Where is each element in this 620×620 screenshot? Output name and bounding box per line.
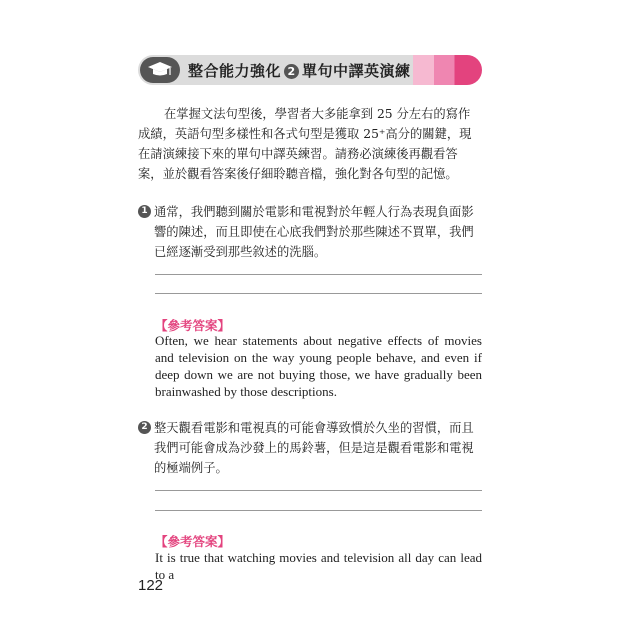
answer-text: It is true that watching movies and television all day can lead to a (155, 550, 482, 582)
title-part-2: 單句中譯英演練 (302, 62, 411, 80)
graduation-cap-icon (146, 61, 174, 79)
graduation-cap-badge (140, 57, 180, 83)
answer-label: 【參考答案】 (155, 534, 231, 549)
intro-paragraph: 在掌握文法句型後，學習者大多能拿到 25 分左右的寫作成績，英語句型多樣性和各式句型是獲取 25⁺高分的關鍵，現在請演練接下來的單句中譯英練習。請務必演練後再觀看答案，並於觀看答案後仔細聆聽音檔，強化對各句型的記憶。 (138, 107, 472, 181)
answer-line (155, 510, 482, 511)
section-title (188, 60, 411, 81)
answer-label: 【參考答案】 (155, 318, 231, 333)
section-header (138, 55, 482, 85)
page-number: 122 (138, 577, 164, 594)
section-number: 2 (284, 64, 299, 79)
question-2 (138, 418, 482, 478)
title-part-1: 整合能力強化 (188, 62, 282, 80)
answer-text: Often, we hear statements about negative effects of movies and television on the way young people behave, and even if deep down we are not buying those, we have gradually been brainwashed by those descriptions. (155, 333, 482, 399)
question-text: 通常，我們聽到關於電影和電視對於年輕人行為表現負面影響的陳述，而且即使在心底我們對於那些陳述不買單，我們已經逐漸受到那些敘述的洗腦。 (154, 205, 474, 259)
question-text: 整天觀看電影和電視真的可能會導致慣於久坐的習慣，而且我們可能會成為沙發上的馬鈴薯，但是這是觀看電影和電視的極端例子。 (154, 421, 474, 475)
question-number: 1 (138, 205, 151, 218)
answer-line (155, 274, 482, 275)
question-number: 2 (138, 421, 151, 434)
answer-line (155, 293, 482, 294)
answer-line (155, 490, 482, 491)
question-1 (138, 202, 482, 262)
